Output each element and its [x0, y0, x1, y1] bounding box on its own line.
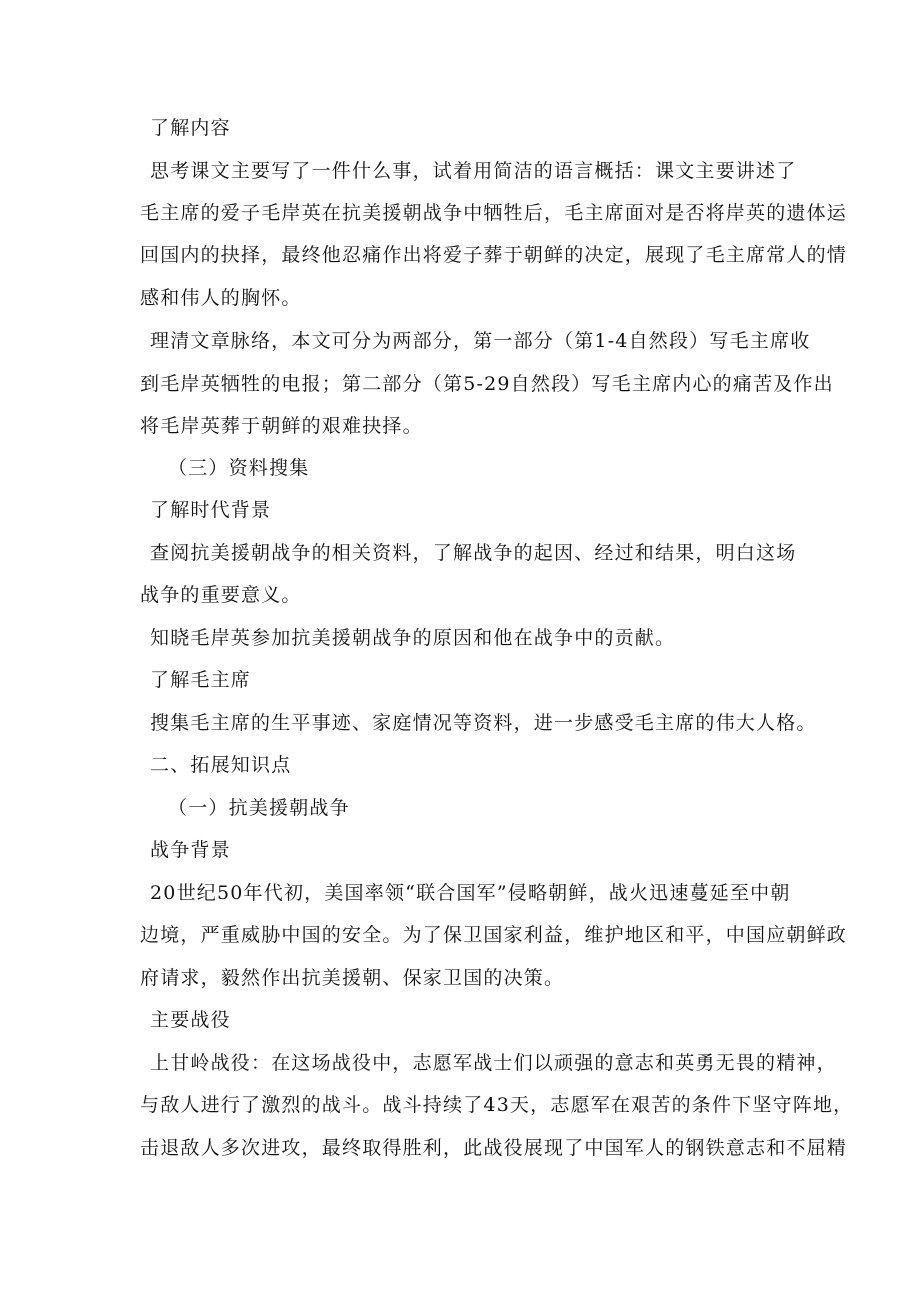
- structure-line-3: 将毛岸英葬于朝鲜的艰难抉择。: [140, 415, 423, 437]
- summary-line-4: 感和伟人的胸怀。: [140, 287, 302, 309]
- heading-understand-chairman: 了解毛主席: [150, 669, 252, 691]
- shangganling-line-3: 击退敌人多次进攻，最终取得胜利，此战役展现了中国军人的钢铁意志和不屈精: [140, 1137, 848, 1159]
- war-background-line-1: 20世纪50年代初，美国率领“联合国军”侵略朝鲜，战火迅速蔓延至中朝: [150, 882, 791, 904]
- heading-main-battles: 主要战役: [150, 1009, 231, 1031]
- chairman-line: 搜集毛主席的生平事迹、家庭情况等资料，进一步感受毛主席的伟大人格。: [150, 712, 817, 734]
- war-info-line-1: 查阅抗美援朝战争的相关资料，了解战争的起因、经过和结果，明白这场: [150, 542, 797, 564]
- summary-line-3: 回国内的抉择，最终他忍痛作出将爱子葬于朝鲜的决定，展现了毛主席常人的情: [140, 244, 848, 266]
- heading-war-background: 战争背景: [150, 839, 231, 861]
- shangganling-line-2: 与敌人进行了激烈的战斗。战斗持续了43天，志愿军在艰苦的条件下坚守阵地，: [140, 1094, 854, 1116]
- summary-line-2: 毛主席的爱子毛岸英在抗美援朝战争中牺牲后，毛主席面对是否将岸英的遗体运: [140, 202, 848, 224]
- heading-understand-content: 了解内容: [150, 117, 231, 139]
- heading-material-collection: （三）资料搜集: [168, 457, 310, 479]
- summary-line-1: 思考课文主要写了一件什么事，试着用简洁的语言概括：课文主要讲述了: [150, 160, 797, 182]
- structure-line-1: 理清文章脉络，本文可分为两部分，第一部分（第1-4自然段）写毛主席收: [150, 330, 811, 352]
- heading-era-background: 了解时代背景: [150, 499, 272, 521]
- structure-line-2: 到毛岸英牺牲的电报；第二部分（第5-29自然段）写毛主席内心的痛苦及作出: [140, 373, 834, 395]
- maoanying-line: 知晓毛岸英参加抗美援朝战争的原因和他在战争中的贡献。: [150, 627, 676, 649]
- heading-extended-knowledge: 二、拓展知识点: [150, 754, 292, 776]
- war-background-line-2: 边境，严重威胁中国的安全。为了保卫国家利益，维护地区和平，中国应朝鲜政: [140, 924, 848, 946]
- war-info-line-2: 战争的重要意义。: [140, 584, 302, 606]
- shangganling-line-1: 上甘岭战役：在这场战役中，志愿军战士们以顽强的意志和英勇无畏的精神，: [150, 1052, 837, 1074]
- war-background-line-3: 府请求，毅然作出抗美援朝、保家卫国的决策。: [140, 967, 565, 989]
- heading-korean-war: （一）抗美援朝战争: [168, 797, 350, 819]
